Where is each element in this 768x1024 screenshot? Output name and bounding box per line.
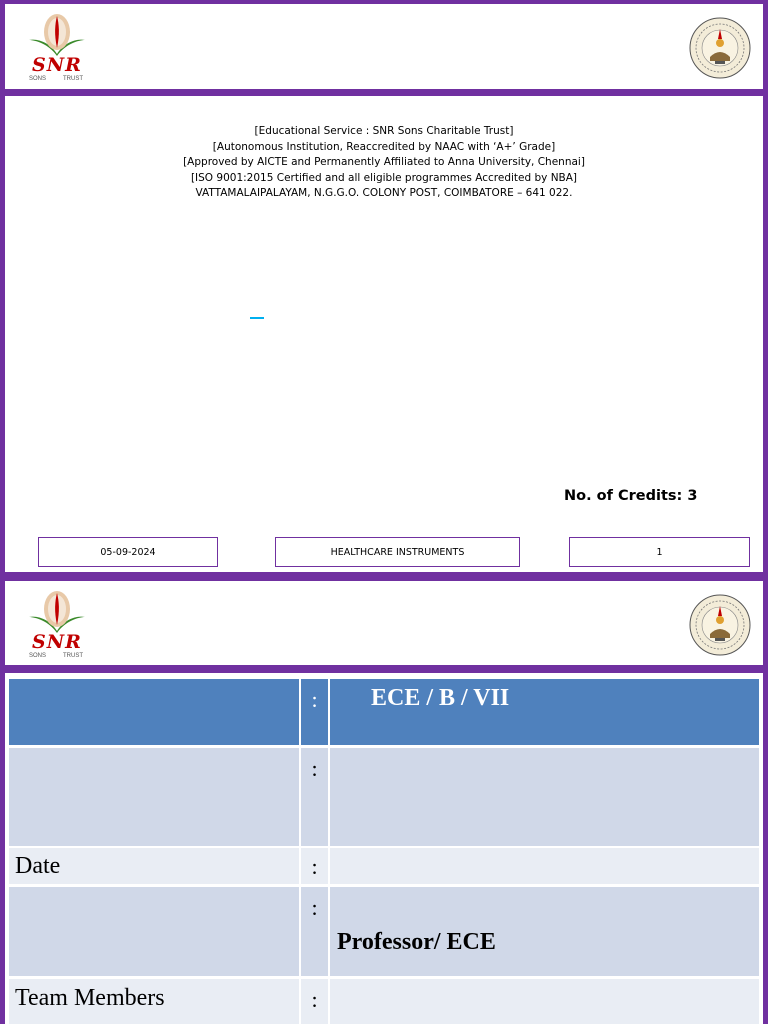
table-label-cell: [9, 748, 299, 846]
address-line: VATTAMALAIPALAYAM, N.G.G.O. COLONY POST, COIMBATORE – 641 022.: [195, 187, 573, 199]
table-label-cell: [9, 848, 299, 884]
table-value-cell: [330, 748, 759, 846]
footer-course-title: HEALTHCARE INSTRUMENTS: [275, 537, 520, 567]
table-row: [9, 848, 759, 884]
table-colon-cell: [301, 887, 328, 976]
institution-address: [5, 124, 763, 202]
snr-emblem-icon: [29, 587, 85, 635]
table-label-cell: [9, 679, 299, 745]
snr-sub-left: SONS: [29, 76, 47, 82]
text-cursor-marker: [250, 317, 264, 319]
table-row: [9, 748, 759, 846]
snr-emblem-icon: [29, 10, 85, 58]
footer-date: 05-09-2024: [38, 537, 218, 567]
table-label-cell: [9, 979, 299, 1024]
address-line: [Autonomous Institution, Reaccredited by NAAC with ‘A+’ Grade]: [212, 140, 556, 153]
slide1-header: [5, 4, 763, 89]
row-label: Team Members: [15, 985, 165, 1011]
slide2-body: [5, 673, 763, 1024]
college-seal: [689, 594, 751, 656]
address-line: [Educational Service : SNR Sons Charitable Trust]: [254, 125, 514, 137]
row-label: Date: [15, 853, 61, 879]
table-colon-cell: [301, 748, 328, 846]
snr-logo-text: SNR: [32, 631, 82, 653]
row-colon: :: [311, 756, 318, 781]
row-colon: :: [311, 687, 318, 712]
table-value-cell: [330, 979, 759, 1024]
row-value: ECE / B / VII: [371, 685, 510, 711]
row-colon: :: [311, 895, 318, 920]
table-colon-cell: [301, 848, 328, 884]
table-value-cell: [330, 848, 759, 884]
snr-sub-right: TRUST: [63, 653, 83, 659]
table-value-cell: [330, 887, 759, 976]
snr-logo: [23, 587, 89, 659]
snr-logo: [23, 10, 89, 82]
seal-icon: [689, 17, 751, 79]
row-value: Professor/ ECE: [337, 929, 496, 955]
slide1-body: [5, 96, 763, 572]
snr-sub-left: SONS: [29, 653, 47, 659]
address-line: [Approved by AICTE and Permanently Affiliated to Anna University, Chennai]: [183, 156, 585, 168]
address-line: [ISO 9001:2015 Certified and all eligible programmes Accredited by NBA]: [190, 171, 578, 184]
row-colon: :: [311, 987, 318, 1012]
table-label-cell: [9, 887, 299, 976]
table-row: [9, 979, 759, 1024]
table-row: [9, 679, 759, 745]
snr-sub-right: TRUST: [63, 76, 83, 82]
table-row: [9, 887, 759, 976]
snr-logo-text: SNR: [32, 54, 82, 76]
seal-icon: [689, 594, 751, 656]
table-value-cell: [330, 679, 759, 745]
slide2-header: [5, 581, 763, 665]
table-colon-cell: [301, 979, 328, 1024]
footer-page-number: 1: [569, 537, 750, 567]
row-colon: :: [311, 854, 318, 879]
college-seal: [689, 17, 751, 79]
table-colon-cell: [301, 679, 328, 745]
credits-label: No. of Credits: 3: [564, 488, 698, 504]
